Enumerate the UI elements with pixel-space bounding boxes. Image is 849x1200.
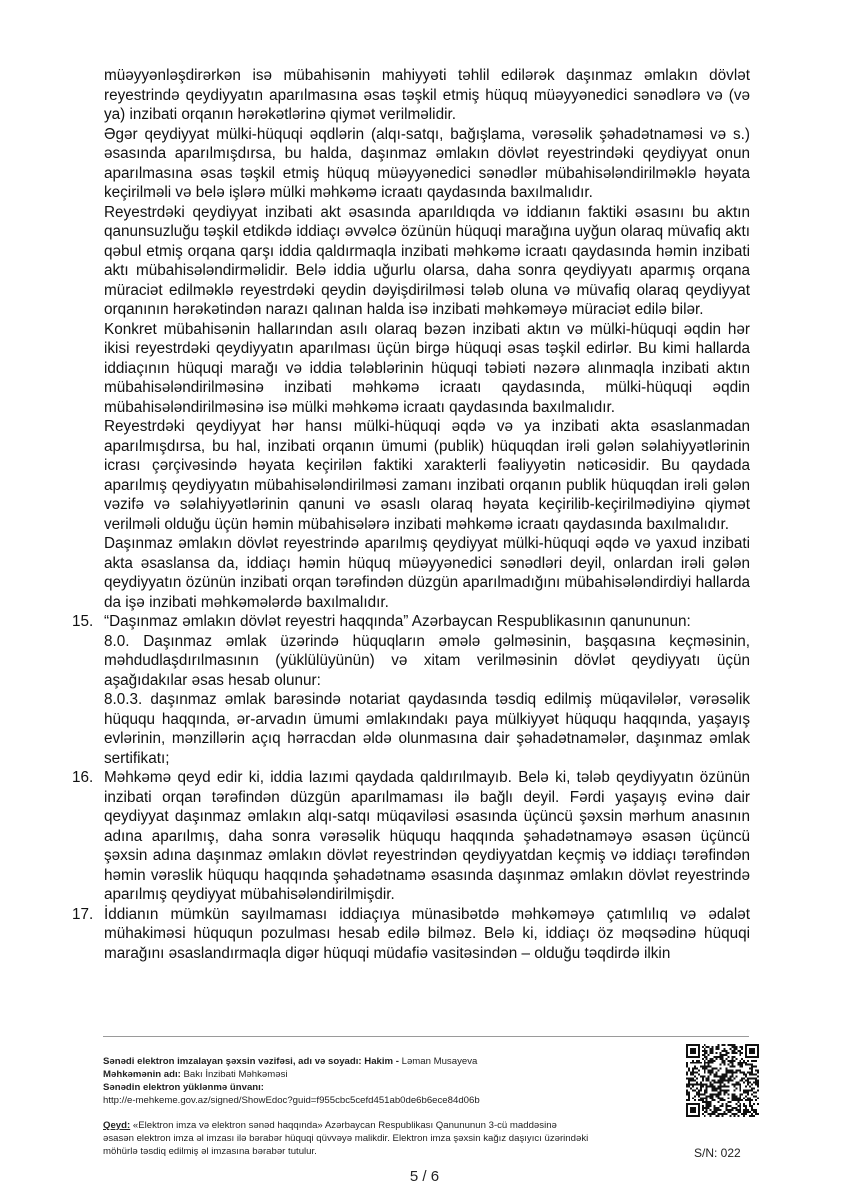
note-line-1 <box>103 1119 683 1132</box>
court-line <box>103 1068 683 1081</box>
paragraph: Əgər qeydiyyat mülki-hüquqi əqdlərin (alqı-satqı, bağışlama, vərəsəlik şəhadətnaməsi və s.) əsasında aparılmışdırsa, bu halda, daşınmaz əmlakın dövlət reyestrindəki qeydiyyat onun aparılmasına əsas təşkil etmiş hüquq müəyyənedici sənədlər mübahisələndirilməklə həyata keçirilməli və belə işlərə mülki məhkəmə icraatı qaydasında baxılmalıdır. <box>104 125 750 201</box>
paragraph: Reyestrdəki qeydiyyat hər hansı mülki-hüquqi əqdə və ya inzibati akta əsaslanmadan aparılmışdırsa, bu hal, inzibati orqanın ümumi (publik) hüquqdan irəli gələn səlahiyyətlərinin icrası çərçivəsində həyata keçirilən faktiki xarakterli fəaliyyətin nəticəsidir. Bu qaydada aparılmış qeydiyyatın mübahisələndirilməsi zamanı inzibati orqanın publik hüquqdan irəli gələn vəzifə və səlahiyyətlərinin qanuni və əsaslı olaraq həyata keçirilib-keçirilmədiyinə qiymət verilməli olduğu üçün həmin mübahisələrə inzibati məhkəmə icraatı qaydasında baxılmalıdır. <box>104 418 750 533</box>
law-subarticle: 8.0.3. daşınmaz əmlak barəsində notariat qaydasında təsdiq edilmiş müqavilələr, vərəsəlik hüququ haqqında, ər-arvadın ümumi əmlakındakı paya mülkiyyət hüququ haqqında, yaşayış evlərinin, mənzillərin açıq hərracdan əldə olunmasına dair şəhadətnamələr, daşınmaz əmlak sertifikatı; <box>104 691 750 767</box>
signer-name: Ləman Musayeva <box>401 1056 478 1067</box>
footer-divider <box>103 1036 749 1037</box>
document-body <box>72 66 750 963</box>
paragraph: Daşınmaz əmlakın dövlət reyestrində aparılmış qeydiyyat mülki-hüquqi əqdə və yaxud inzibati akta əsaslansa da, iddiaçı həmin hüquq müəyyənedici sənədləri deyil, onlardan irəli gələn qeydiyyatın özünün inzibati orqan tərəfindən düzgün aparılmadığını mübahisələndirdiyi hallarda da işə inzibati məhkəmələrdə baxılmalıdır. <box>104 535 750 611</box>
court-name: Bakı İnzibati Məhkəməsi <box>183 1069 288 1080</box>
document-url-link[interactable]: http://e-mehkeme.gov.az/signed/ShowEdoc?guid=f955cbc5cefd451ab0de6b6ece84d06b <box>103 1095 480 1106</box>
qr-modules <box>686 1044 759 1117</box>
item-number: 16. <box>72 769 94 786</box>
item-text: İddianın mümkün sayılmaması iddiaçıya münasibətdə məhkəməyə çatımlılıq və ədalət mühakiməsi hüququn pozulması hesab edilə bilməz. Belə ki, iddiaçı öz məqsədinə hüquqi marağını əsaslandırmaqla digər hüquqi müdafiə vasitəsindən – olduğu təqdirdə ilkin <box>104 905 750 962</box>
signer-line <box>103 1055 683 1068</box>
item-text: Məhkəmə qeyd edir ki, iddia lazımi qaydada qaldırılmayıb. Belə ki, tələb qeydiyyatın özünün inzibati orqan tərəfindən düzgün aparılmaması ilə bağlı deyil. Fərdi yaşayış evinə dair qeydiyyat daşınmaz əmlakın alqı-satqı müqaviləsi əsasında üçüncü şəxsin mərhum anasının adına aparılmış, daha sonra vərəsəlik hüququ haqqında şəhadətnaməyə əsasən üçüncü şəxsin adına daşınmaz əmlakın dövlət reyestrindən qeydiyyatdan keçmiş və iddiaçı tərəfindən həmin vərəslik hüququ haqqında şəhadətnamə əsasında daşınmaz əmlakın dövlət reyestrində aparılmış qeydiyyat mübahisələndirilmişdir. <box>104 769 750 903</box>
address-label: Sənədin elektron yüklənmə ünvanı: <box>103 1082 265 1093</box>
note-label: Qeyd: <box>103 1120 131 1131</box>
note-text: «Elektron imza və elektron sənəd haqqında» Azərbaycan Respublikası Qanununun 3-cü maddəsinə <box>132 1120 557 1131</box>
paragraph: Konkret mübahisənin hallarından asılı olaraq bəzən inzibati aktın və mülki-hüquqi əqdin hər ikisi reyestrdəki qeydiyyatın aparılması üçün birgə hüquqi əsas təşkil edirlər. Bu kimi hallarda iddiaçının hüquqi marağı və iddia tələblərinin hüquqi təbiəti nəzərə alınmaqla inzibati aktın mübahisələndirilməsinə inzibati məhkəmə icraatı qaydasında, mülki-hüquqi əqdin mübahisələndirilməsinə isə mülki məhkəmə icraatı qaydasında baxılmalıdır. <box>104 320 750 416</box>
address-url-line <box>103 1094 683 1107</box>
numbered-item-17 <box>72 905 750 964</box>
item-intro: “Daşınmaz əmlakın dövlət reyestri haqqında” Azərbaycan Respublikasının qanununun: <box>104 613 691 630</box>
note-line-3: möhürlə təsdiq edilmiş əl imzasına bərabər tutulur. <box>103 1146 317 1157</box>
qr-code-icon[interactable] <box>686 1044 759 1117</box>
court-label: Məhkəmənin adı: <box>103 1069 181 1080</box>
signer-label: Sənədi elektron imzalayan şəxsin vəzifəsi, adı və soyadı: Hakim - <box>103 1056 399 1067</box>
page-number: 5 / 6 <box>409 1168 440 1185</box>
item-number: 15. <box>72 613 94 630</box>
note-line-2: əsasən elektron imza əl imzası ilə bərabər hüquqi qüvvəyə malikdir. Elektron imza şəxsin kağız daşıyıcı üzərindəki <box>103 1133 589 1144</box>
serial-number: S/N: 022 <box>694 1146 741 1160</box>
address-line <box>103 1081 683 1094</box>
paragraph: müəyyənləşdirərkən isə mübahisənin mahiyyəti təhlil edilərək daşınmaz əmlakın dövlət reyestrində qeydiyyatın aparılmasına əsas təşkil etmiş hüquq müəyyənedici sənədlərə və (və ya) inzibati orqanın hərəkətlərinə qiymət verilməlidir. <box>104 67 750 123</box>
law-article: 8.0. Daşınmaz əmlak üzərində hüquqların əmələ gəlməsinin, başqasına keçməsinin, məhdudlaşdırılmasının (yüklülüyünün) və xitam verilməsinin dövlət qeydiyyatı üçün aşağıdakılar əsas hesab olunur: <box>104 632 750 689</box>
numbered-item-15 <box>72 612 750 768</box>
paragraph: Reyestrdəki qeydiyyat inzibati akt əsasında aparıldıqda və iddianın faktiki əsasını bu aktın qanunsuzluğu təşkil etdikdə iddiaçı əvvəlcə özünün hüquqi marağına uyğun olaraq müvafiq aktı qəbul etmiş orqana qarşı iddia qaldırmaqla inzibati məhkəmə icraatı qaydasında həmin inzibati aktı mübahisələndirməlidir. Belə iddia uğurlu olarsa, daha sonra qeydiyyatı aparmış orqana müraciət edilməklə reyestrdəki qeydin dəyişdirilməsi tələb oluna və müvafiq olaraq qeydiyyat orqanının hərəkətindən narazı qalınan halda isə inzibati məhkəməyə müraciət edilə bilər. <box>104 203 750 318</box>
signature-footer <box>103 1055 683 1158</box>
item-number: 17. <box>72 905 94 923</box>
numbered-item-16 <box>72 768 750 905</box>
